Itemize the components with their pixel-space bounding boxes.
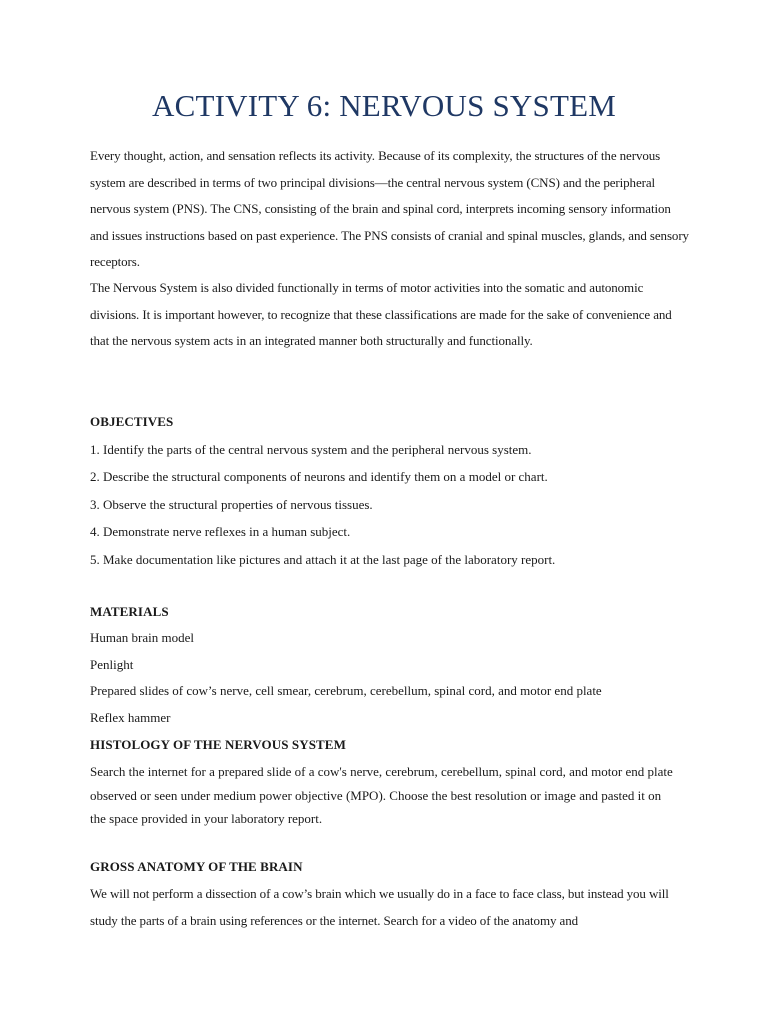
intro-paragraph-2: The Nervous System is also divided functionally in terms of motor activities into the somatic and autonomic divisions. It is important however, to recognize that these classifications are made for the sake of convenience and that the nervous system acts in an integrated manner both structurally and functionally.: [90, 280, 672, 349]
materials-heading: MATERIALS: [90, 604, 169, 619]
objectives-heading: OBJECTIVES: [90, 414, 174, 429]
objectives-list: [90, 436, 555, 573]
list-item: Penlight: [90, 656, 134, 672]
list-item: Prepared slides of cow’s nerve, cell smear, cerebrum, cerebellum, spinal cord, and motor end plate: [90, 683, 602, 698]
histology-paragraph: Search the internet for a prepared slide of a cow's nerve, cerebrum, cerebellum, spinal cord, and motor end plate observed or seen under medium power objective (MPO). Choose the best resolution or image and pasted it on the space provided in your laboratory report.: [90, 764, 673, 826]
list-item: 3. Observe the structural properties of nervous tissues.: [90, 496, 373, 512]
gross-anatomy-paragraph: We will not perform a dissection of a cow’s brain which we usually do in a face to face class, but instead you will study the parts of a brain using references or the internet. Search for a video of the anatomy and: [90, 886, 669, 928]
list-item: 5. Make documentation like pictures and attach it at the last page of the laboratory report.: [90, 551, 556, 567]
materials-list: [90, 625, 602, 731]
list-item: 1. Identify the parts of the central nervous system and the peripheral nervous system.: [90, 442, 532, 457]
intro-paragraph-1: Every thought, action, and sensation reflects its activity. Because of its complexity, the structures of the nervous system are described in terms of two principal divisions—the central nervous system (CNS) and the peripheral nervous system (PNS). The CNS, consisting of the brain and spinal cord, interprets incoming sensory information and issues instructions based on past experience. The PNS consists of cranial and spinal muscles, glands, and sensory receptors.: [90, 148, 689, 270]
list-item: Human brain model: [90, 630, 194, 645]
list-item: Reflex hammer: [90, 709, 171, 725]
histology-heading: HISTOLOGY OF THE NERVOUS SYSTEM: [90, 737, 346, 752]
gross-anatomy-heading: GROSS ANATOMY OF THE BRAIN: [90, 859, 303, 874]
list-item: 2. Describe the structural components of neurons and identify them on a model or chart.: [90, 469, 548, 485]
page-title: ACTIVITY 6: NERVOUS SYSTEM: [152, 88, 616, 123]
list-item: 4. Demonstrate nerve reflexes in a human subject.: [90, 524, 351, 540]
